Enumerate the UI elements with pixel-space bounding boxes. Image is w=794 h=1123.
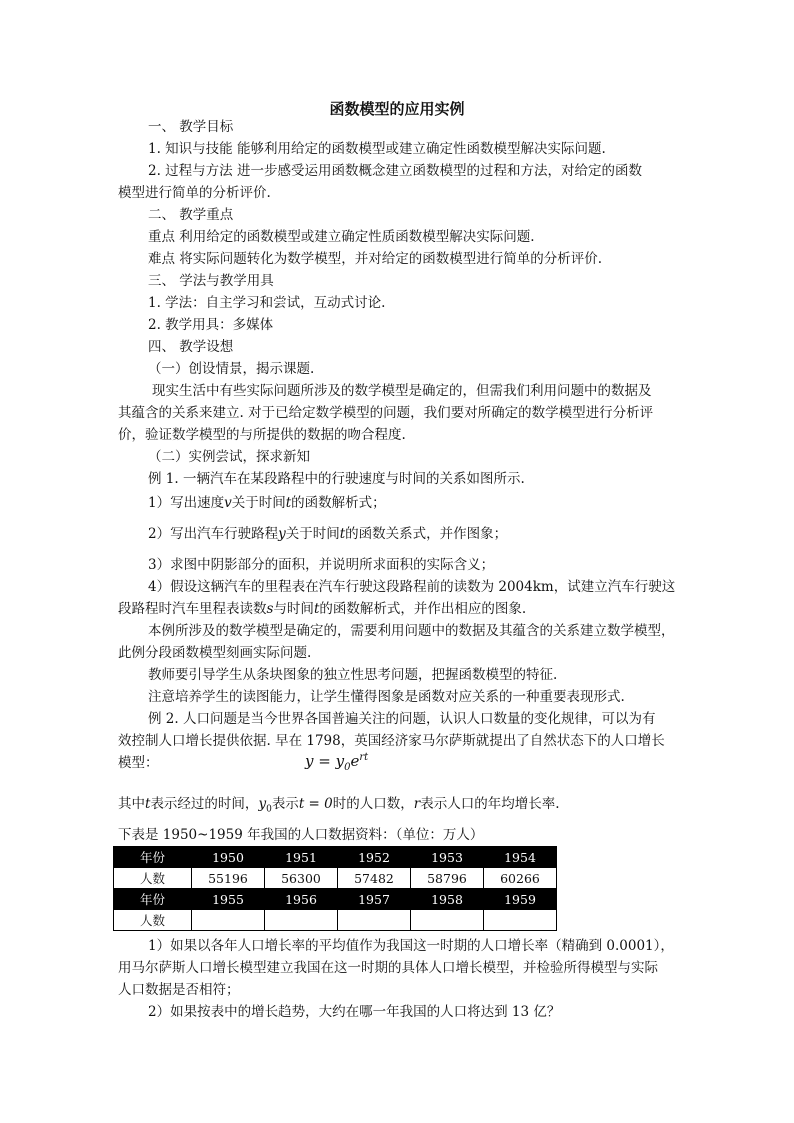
focus-key: 重点 利用给定的函数模型或建立确定性质函数模型解决实际问题. <box>148 229 535 245</box>
population-cell: 56300 <box>265 868 338 889</box>
year-cell: 1951 <box>265 847 338 868</box>
example2-q1: 1）如果以各年人口增长率的平均值作为我国这一时期的人口增长率（精确到 0.0001）， <box>148 938 674 954</box>
heading-methods: 三、 学法与教学用具 <box>148 273 274 289</box>
population-cell <box>411 910 484 931</box>
population-cell <box>338 910 411 931</box>
objective-process: 2. 过程与方法 进一步感受运用函数概念建立函数模型的过程和方法，对给定的函数 <box>148 163 642 179</box>
example1-note-1: 本例所涉及的数学模型是确定的，需要利用问题中的数据及其蕴含的关系建立数学模型， <box>148 623 675 639</box>
design-part1: （一）创设情景，揭示课题. <box>148 361 315 377</box>
example1-q2: 2）写出汽车行驶路程y关于时间t的函数关系式，并作图象； <box>148 526 508 542</box>
header-population: 人数 <box>114 868 192 889</box>
population-cell: 57482 <box>338 868 411 889</box>
header-year: 年份 <box>114 847 192 868</box>
heading-design: 四、 教学设想 <box>148 339 234 355</box>
year-cell: 1958 <box>411 889 484 910</box>
year-cell: 1953 <box>411 847 484 868</box>
formula-explanation: 其中t表示经过的时间，$y_0$表示t = 0时的人口数，r表示人口的年均增长率. <box>118 796 560 815</box>
example1-q4: 4）假设这辆汽车的里程表在汽车行驶这段路程前的读数为 2004km，试建立汽车行驶这 <box>148 579 676 595</box>
design-intro-1: 现实生活中有些实际问题所涉及的数学模型是确定的，但需我们利用问题中的数据及 <box>152 383 652 399</box>
population-cell <box>265 910 338 931</box>
method-learning: 1. 学法：自主学习和尝试，互动式讨论. <box>148 295 386 311</box>
heading-focus: 二、 教学重点 <box>148 207 234 223</box>
example2-q1-cont: 用马尔萨斯人口增长模型建立我国在这一时期的具体人口增长模型，并检验所得模型与实际 <box>118 960 658 976</box>
year-cell: 1957 <box>338 889 411 910</box>
year-cell: 1952 <box>338 847 411 868</box>
year-cell: 1956 <box>265 889 338 910</box>
example1-note-3: 教师要引导学生从条块图象的独立性思考问题，把握函数模型的特征. <box>148 667 558 683</box>
malthus-formula: $y = y_0e^{rt}$ <box>305 752 369 773</box>
objective-process-cont: 模型进行简单的分析评价. <box>118 185 271 201</box>
population-cell <box>484 910 557 931</box>
population-cell: 60266 <box>484 868 557 889</box>
population-cell: 55196 <box>192 868 265 889</box>
example1-note-4: 注意培养学生的读图能力，让学生懂得图象是函数对应关系的一种重要表现形式. <box>148 689 625 705</box>
method-tools: 2. 教学用具：多媒体 <box>148 317 274 333</box>
table-caption: 下表是 1950~1959 年我国的人口数据资料：（单位：万人） <box>118 827 484 843</box>
example2-q1-cont2: 人口数据是否相符； <box>118 982 240 998</box>
example2-q2: 2）如果按表中的增长趋势，大约在哪一年我国的人口将达到 13 亿？ <box>148 1004 561 1020</box>
population-cell: 58796 <box>411 868 484 889</box>
population-cell <box>192 910 265 931</box>
example1-q4-cont: 段路程时汽车里程表读数s与时间t的函数解析式，并作出相应的图象. <box>118 601 527 617</box>
example2-2: 效控制人口增长提供依据. 早在 1798，英国经济家马尔萨斯就提出了自然状态下的人口增长 <box>118 733 665 749</box>
example1-q3: 3）求图中阴影部分的面积，并说明所求面积的实际含义； <box>148 557 495 573</box>
example1-note-2: 此例分段函数模型刻画实际问题. <box>118 645 312 661</box>
objective-knowledge: 1. 知识与技能 能够利用给定的函数模型或建立确定性函数模型解决实际问题. <box>148 141 606 157</box>
focus-difficulty: 难点 将实际问题转化为数学模型，并对给定的函数模型进行简单的分析评价. <box>148 251 603 267</box>
example1: 例 1. 一辆汽车在某段路程中的行驶速度与时间的关系如图所示. <box>148 471 525 487</box>
year-cell: 1950 <box>192 847 265 868</box>
example2-1: 例 2. 人口问题是当今世界各国普遍关注的问题，认识人口数量的变化规律，可以为有 <box>148 711 656 727</box>
design-intro-3: 价，验证数学模型的与所提供的数据的吻合程度. <box>118 427 406 443</box>
table-row <box>114 910 557 931</box>
year-cell: 1954 <box>484 847 557 868</box>
year-cell: 1955 <box>192 889 265 910</box>
design-intro-2: 其蕴含的关系来建立. 对于已给定数学模型的问题，我们要对所确定的数学模型进行分析评 <box>118 405 654 421</box>
heading-objectives: 一、 教学目标 <box>148 119 234 135</box>
population-table <box>113 846 557 931</box>
year-cell: 1959 <box>484 889 557 910</box>
table-row <box>114 889 557 910</box>
table-row <box>114 868 557 889</box>
header-population: 人数 <box>114 910 192 931</box>
example2-3: 模型： <box>118 755 159 771</box>
table-row <box>114 847 557 868</box>
design-part2: （二）实例尝试，探求新知 <box>148 449 310 465</box>
page-title: 函数模型的应用实例 <box>329 100 465 118</box>
example1-q1: 1）写出速度v关于时间t的函数解析式； <box>148 495 386 511</box>
header-year: 年份 <box>114 889 192 910</box>
